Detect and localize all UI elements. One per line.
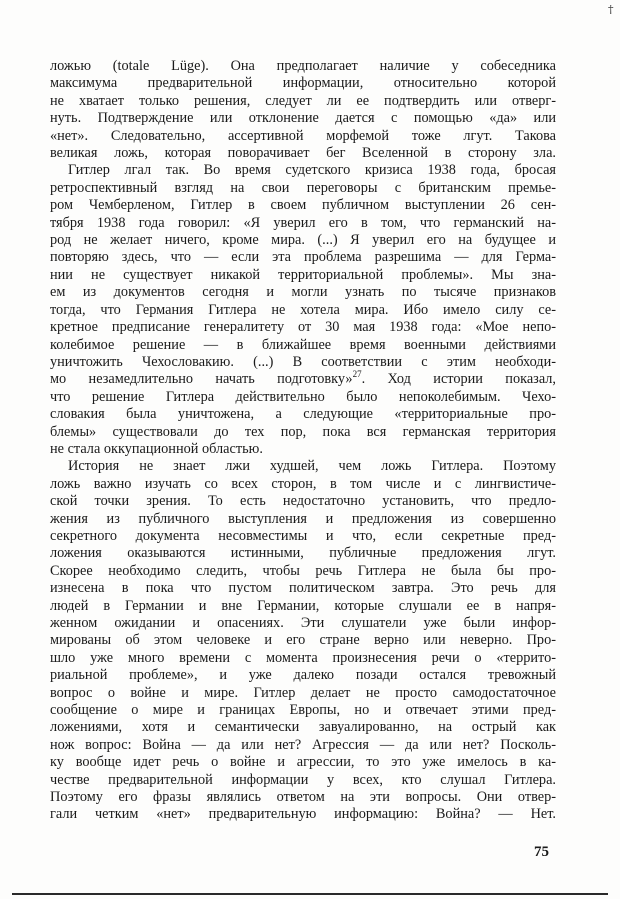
text-line: нии не существует никакой территориальной проблемы». Мы зна- <box>50 266 556 283</box>
text-line: изнесена в пока что пустом политическом завтра. Это речь для <box>50 580 556 597</box>
text-line: гали четким «нет» предварительную информацию: Война? — Нет. <box>50 806 556 823</box>
text-line: нуть. Подтверждение или отклонение дается с помощью «да» или <box>50 110 556 127</box>
text-line: мированы об этом человеке и его стране верно или неверно. Про- <box>50 632 556 649</box>
text-line: людей в Германии и вне Германии, которые слушали ее в напря- <box>50 597 556 614</box>
text-line: Гитлер лгал так. Во время судетского кризиса 1938 года, бросая <box>68 162 556 179</box>
text-line: ем из документов сегодня и могли узнать по тысяче признаков <box>50 284 556 301</box>
text-line: ской точки зрения. То есть недостаточно установить, что предло- <box>50 493 556 510</box>
paragraph-2 <box>50 162 556 458</box>
text-line: жения из публичного выступления и предложения из совершенно <box>50 510 556 527</box>
text-line: Поэтому его фразы являлись ответом на эти вопросы. Они отвер- <box>50 789 556 806</box>
text-line: повторяю здесь, что — если эта проблема разрешима — для Герма- <box>50 249 556 266</box>
text-line: тября 1938 года говорил: «Я уверил его в том, что германский на- <box>50 214 556 231</box>
text-line: ложью (totale Lüge). Она предполагает наличие у собеседника <box>50 58 556 74</box>
footnote-text-line <box>50 371 556 388</box>
text-line: ретроспективный взгляд на свои переговоры с британским премье- <box>50 179 556 196</box>
text-line: кретное предписание генералитету от 30 мая 1938 года: «Мое непо- <box>50 319 556 336</box>
text-line: ложениями, хотя и семантически завуалированно, на острый как <box>50 719 556 736</box>
text-line: риальной проблеме», и уже далеко позади остался тревожный <box>50 667 556 684</box>
scan-edge-divider <box>12 893 608 895</box>
text-line: блемы» существовали до тех пор, пока вся германская территория <box>50 423 556 440</box>
text-line: секретного документа несовместимы и что, если секретные пред- <box>50 527 556 544</box>
text-line: не стала оккупационной областью. <box>50 440 263 457</box>
body-text <box>50 58 556 824</box>
text-line: ку вообще идет речь о войне и агрессии, то это уже имелось в ка- <box>50 754 556 771</box>
text-line: тогда, что Германия Гитлера не хотела мира. Ибо имело силу се- <box>50 301 556 318</box>
text-line: вопрос о войне и мире. Гитлер делает не просто самодостаточное <box>50 684 556 701</box>
text-line: словакия была уничтожена, а следующие «территориальные про- <box>50 406 556 423</box>
text-line: сообщение о мире и границах Европы, но и отвечает этими пред- <box>50 702 556 719</box>
text-line: род не желает ничего, кроме мира. (...) Я уверил его на будущее и <box>50 232 556 249</box>
text-line: что решение Гитлера действительно было непоколебимым. Чехо- <box>50 388 556 405</box>
text-line: честве предварительной информации у всех, кто слушал Гитлера. <box>50 771 556 788</box>
text-line: женном ожидании и опасениях. Эти слушатели уже были инфор- <box>50 615 556 631</box>
text-line: Скорее необходимо следить, чтобы речь Гитлера не была бы про- <box>50 562 556 579</box>
text-line: великая ложь, которая поворачивает бег Вселенной в сторону зла. <box>50 145 556 162</box>
footnote-line-after: . Ход истории показал, <box>361 371 556 388</box>
page-number: 75 <box>534 844 549 860</box>
text-line: максимума предварительной информации, относительно которой <box>50 75 556 92</box>
text-line: «нет». Следовательно, ассертивной морфемой тоже лгут. Такова <box>50 127 556 144</box>
text-line: нож вопрос: Война — да или нет? Агрессия — да или нет? Посколь- <box>50 736 556 753</box>
text-line: ложь важно изучать со всех сторон, в том числе и с лингвистиче- <box>50 475 556 492</box>
text-line: колебимое решение — в ближайшее время военными действиями <box>50 336 556 353</box>
text-line: уничтожить Чехословакию. (...) В соответствии с этим необходи- <box>50 353 556 370</box>
corner-mark: † <box>608 3 614 16</box>
paragraph-1 <box>50 58 556 162</box>
paragraph-3 <box>50 458 556 824</box>
text-line: не хватает только решения, следует ли ее подтвердить или отверг- <box>50 92 556 109</box>
text-line: шло уже много времени с момента произнесения речи о «террито- <box>50 649 556 666</box>
footnote-line-before: мо незамедлительно начать подготовку» <box>50 371 353 388</box>
text-line: ром Чемберленом, Гитлер в своем публичном выступлении 26 сен- <box>50 197 556 214</box>
text-line: История не знает лжи худшей, чем ложь Гитлера. Поэтому <box>68 458 556 475</box>
text-line: ложения оказываются истинными, публичные предложения лгут. <box>50 545 556 562</box>
footnote-ref-27[interactable]: 27 <box>352 369 362 380</box>
